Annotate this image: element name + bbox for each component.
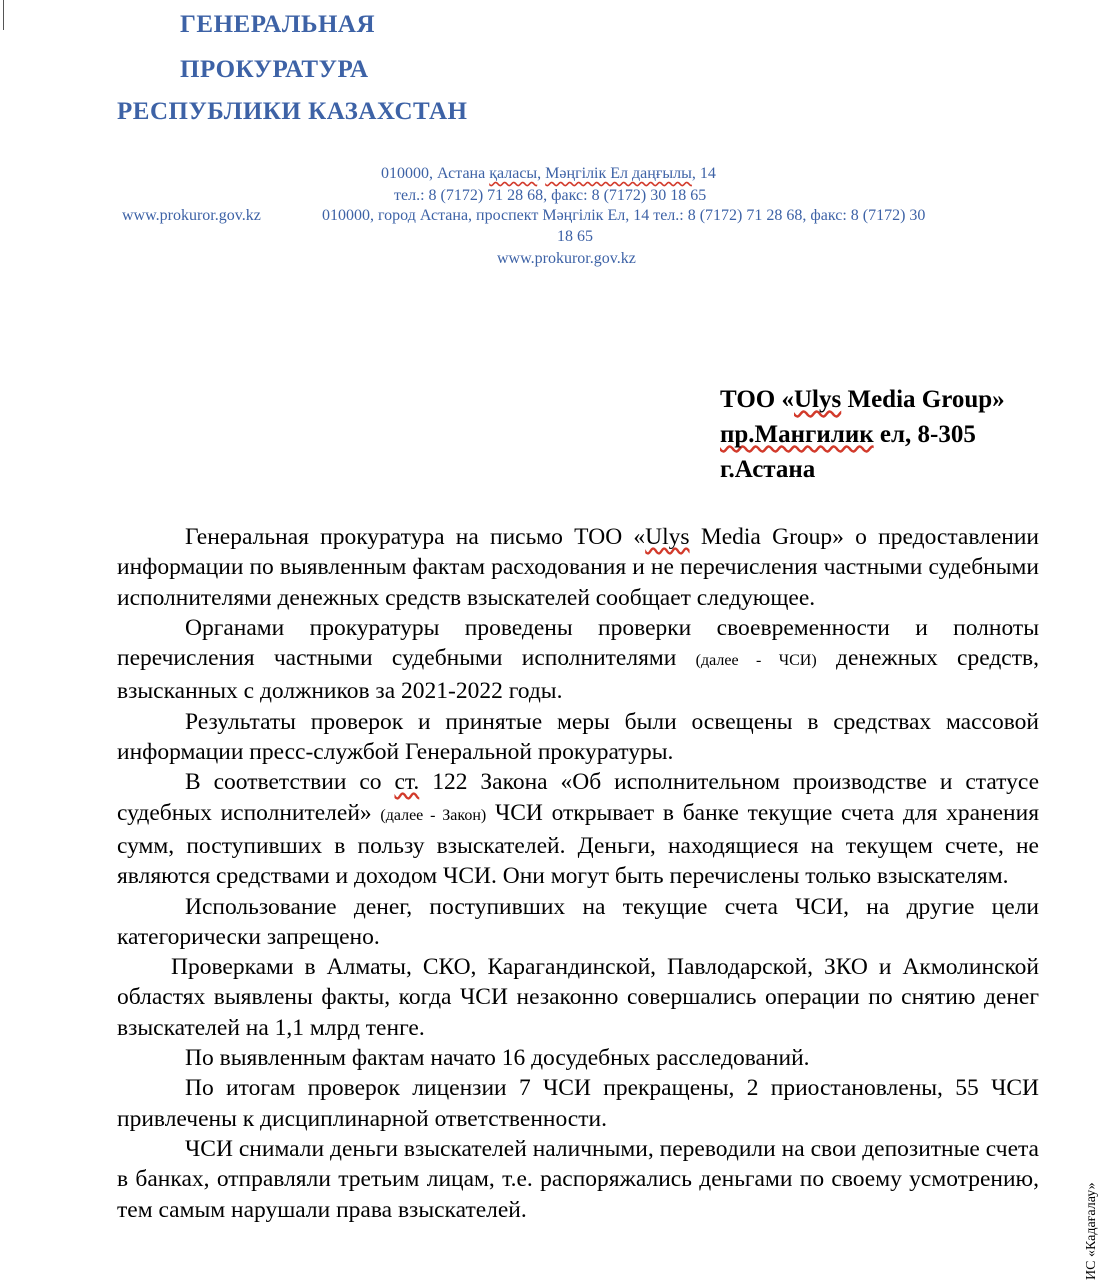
org-name-line-2: ПРОКУРАТУРА [180, 56, 369, 83]
recipient-company-name: Ulys [794, 386, 842, 413]
website-link-bottom[interactable]: www.prokuror.gov.kz [497, 250, 636, 267]
address-ru-line: 010000, город Астана, проспект Мәңгілік Ел, 14 тел.: 8 (7172) 71 28 68, факс: 8 (7172) 30 [322, 207, 926, 224]
body-paragraph: Проверками в Алматы, СКО, Карагандинской, Павлодарской, ЗКО и Акмолинской областях выявлены факты, когда ЧСИ незаконно совершались операции по снятию денег взыскателей на 1,1 млрд тенге. [117, 954, 1039, 1041]
text-run: Генеральная прокуратура на письмо ТОО « [185, 524, 646, 550]
body-paragraph: По выявленным фактам начато 16 досудебных расследований. [185, 1045, 810, 1072]
text-run: денежных средств, взысканных с должников за 2021-2022 годы. [117, 645, 1039, 705]
text-run: 122 Закона «Об исполнительном производстве и статусе судебных исполнителей» [117, 769, 1040, 826]
text-run-small: (далее - ЧСИ) [695, 652, 817, 670]
recipient-company-part: ТОО « [720, 386, 794, 413]
org-name-line-1: ГЕНЕРАЛЬНАЯ [180, 11, 376, 38]
org-name-line-3: РЕСПУБЛИКИ КАЗАХСТАН [117, 98, 468, 125]
recipient-company-part: Media Group» [841, 386, 1005, 413]
recipient-street-name: пр.Мангилик [720, 421, 874, 448]
address-kz-line [381, 166, 716, 182]
body-paragraph [117, 522, 1039, 613]
text-run: Органами прокуратуры проведены проверки своевременности и полноты перечисления частными судебными исполнителями [117, 614, 1039, 672]
text-run-small: (далее - Закон) [380, 806, 487, 824]
recipient-city: г.Астана [720, 456, 816, 483]
address-kz-street: Мәңгілік Ел даңғылы [545, 165, 692, 182]
body-paragraph [117, 767, 1039, 891]
address-phone-line: тел.: 8 (7172) 71 28 68, факс: 8 (7172) 30 18 65 [394, 187, 707, 204]
address-kz-part: 010000, Астана [381, 165, 490, 182]
page-edge-line [3, 0, 4, 30]
text-run: Media Group» о предоставлении информации по выявленным фактам расходования и не перечисления частными судебными исполнителями денежных средств взыскателей сообщает следующее. [117, 524, 1039, 611]
body-paragraph: ЧСИ снимали деньги взыскателей наличными, переводили на свои депозитные счета в банках, отправляли третьим лицам, т.е. распоряжались деньгами по своему усмотрению, тем самым нарушали права взыскателей. [117, 1135, 1039, 1223]
side-stamp: ИС «Кадағалау» [1084, 1182, 1099, 1280]
address-kz-city: қаласы [489, 165, 538, 182]
text-run: В соответствии со [185, 769, 395, 796]
body-paragraph: Использование денег, поступивших на текущие счета ЧСИ, на другие цели категорически запрещено. [117, 893, 1039, 950]
recipient-street-number: ел, 8-305 [873, 421, 976, 448]
address-ru-line-end: 18 65 [557, 228, 593, 245]
body-paragraph: Результаты проверок и принятые меры были освещены в средствах массовой информации пресс-службой Генеральной прокуратуры. [117, 708, 1039, 766]
letter-body [117, 522, 1039, 1225]
body-paragraph [117, 613, 1039, 707]
website-link-left[interactable]: www.prokuror.gov.kz [122, 207, 261, 224]
text-run: ЧСИ открывает в банке текущие счета для хранения сумм, поступивших в пользу взыскателей. Деньги, находящиеся на текущем счете, не являются средствами и доходом ЧСИ. Они могут быть перечислены только взыскателям. [117, 799, 1040, 890]
address-kz-part: , [537, 165, 546, 182]
body-paragraph: По итогам проверок лицензии 7 ЧСИ прекращены, 2 приостановлены, 55 ЧСИ привлечены к дисциплинарной ответственности. [117, 1075, 1039, 1132]
text-run: Ulys [645, 524, 690, 550]
recipient-street [720, 422, 976, 447]
recipient-company [720, 387, 1005, 412]
address-kz-part: , 14 [691, 165, 716, 182]
text-run: ст. [394, 769, 420, 796]
